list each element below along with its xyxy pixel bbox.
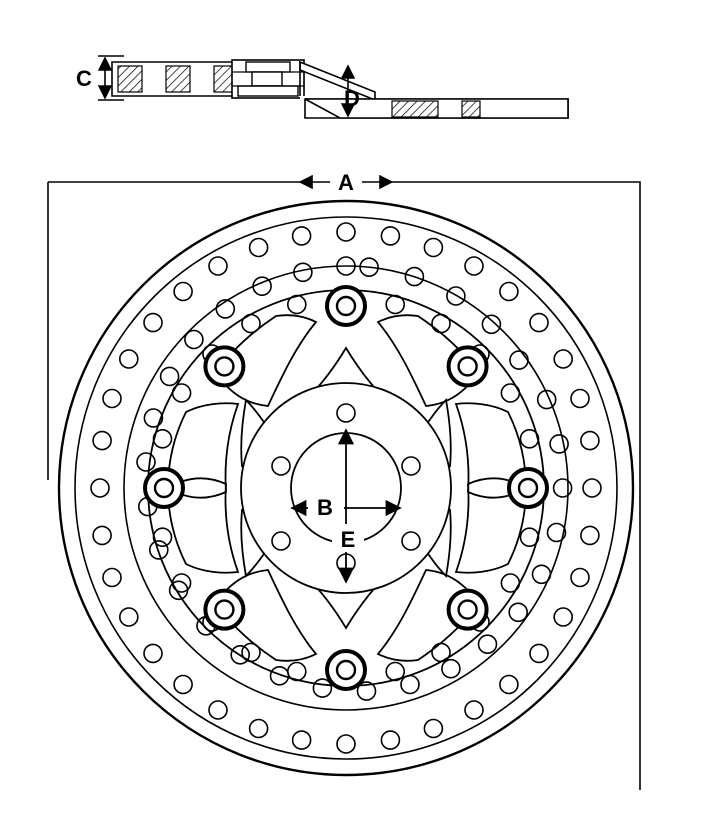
dimension-label-c: C bbox=[76, 66, 92, 91]
front-view bbox=[48, 170, 640, 790]
rivet bbox=[509, 469, 547, 507]
dimension-label-b: B bbox=[317, 495, 333, 520]
dimension-label-e: E bbox=[340, 527, 356, 552]
hatch-block bbox=[118, 66, 142, 92]
hatch-block bbox=[392, 101, 438, 117]
dimension-d bbox=[344, 66, 360, 116]
rivet bbox=[145, 469, 183, 507]
section-hub bbox=[232, 60, 304, 98]
rivet bbox=[327, 651, 365, 689]
hatch-block bbox=[166, 66, 190, 92]
rivet bbox=[327, 287, 365, 325]
rivet bbox=[449, 591, 487, 629]
cross-section-view bbox=[76, 56, 568, 118]
rivet bbox=[449, 347, 487, 385]
rivet bbox=[205, 347, 243, 385]
hatch-block bbox=[462, 101, 480, 117]
hatch-block bbox=[214, 66, 234, 92]
rivet bbox=[205, 591, 243, 629]
dimension-label-d: D bbox=[344, 86, 360, 111]
dimension-label-a: A bbox=[338, 170, 354, 195]
